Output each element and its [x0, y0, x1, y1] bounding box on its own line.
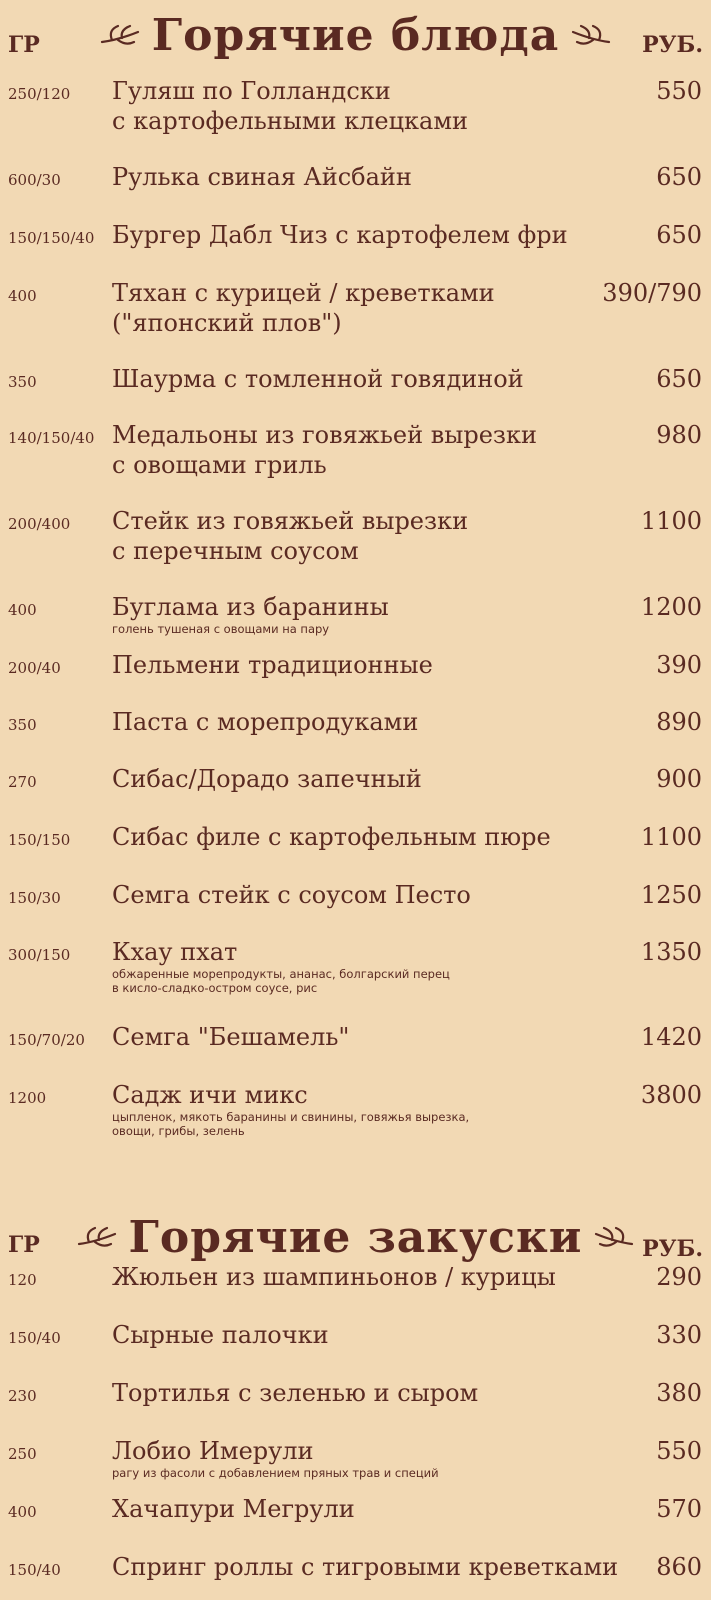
- item-price: 380: [656, 1379, 702, 1407]
- item-name: [112, 162, 412, 192]
- section-title: Горячие блюда: [151, 10, 560, 61]
- weight-column-header: ГР: [8, 1232, 40, 1258]
- item-name-line: Медальоны из говяжьей вырезки: [112, 421, 537, 449]
- leaf-sprig-icon: [98, 22, 142, 50]
- price-column-header: РУБ.: [642, 32, 703, 58]
- item-price: 550: [656, 77, 702, 105]
- item-name: [112, 1022, 349, 1052]
- item-name-line: Гуляш по Голландски: [112, 77, 391, 105]
- item-price: 890: [656, 708, 702, 736]
- item-weight: 350: [8, 716, 37, 734]
- item-name: [112, 1552, 618, 1582]
- item-price: 1100: [640, 507, 702, 535]
- item-name: [112, 506, 468, 566]
- item-weight: 400: [8, 1503, 37, 1521]
- item-weight: 270: [8, 773, 37, 791]
- item-weight: 150/70/20: [8, 1031, 85, 1049]
- item-name-line: Лобио Имерули: [112, 1437, 314, 1465]
- item-price: 650: [656, 365, 702, 393]
- item-name: [112, 1080, 469, 1138]
- item-name: [112, 764, 422, 794]
- item-price: 650: [656, 221, 702, 249]
- item-weight: 140/150/40: [8, 429, 95, 447]
- item-name-line: Стейк из говяжьей вырезки: [112, 507, 469, 535]
- item-name-line: Буглама из баранины: [112, 593, 389, 621]
- item-name-line: Семга стейк с соусом Песто: [112, 881, 471, 909]
- item-name-line: Жюльен из шампиньонов / курицы: [112, 1263, 556, 1291]
- item-name: [112, 650, 433, 680]
- item-name-line: Шаурма с томленной говядиной: [112, 365, 524, 393]
- item-weight: 250: [8, 1445, 37, 1463]
- item-price: 1200: [640, 593, 702, 621]
- item-name-line: Сибас/Дорадо запечный: [112, 765, 422, 793]
- section-header: [0, 10, 711, 70]
- item-weight: 200/400: [8, 515, 71, 533]
- item-description: рагу из фасоли с добавлением пряных трав и специй: [112, 1466, 439, 1480]
- item-price: 330: [656, 1321, 702, 1349]
- item-name: [112, 880, 471, 910]
- leaf-sprig-icon: [75, 1224, 119, 1252]
- item-name: [112, 364, 524, 394]
- item-description: цыпленок, мякоть баранины и свинины, говяжья вырезка,: [112, 1110, 470, 1124]
- item-price: 390: [656, 651, 702, 679]
- item-price: 980: [656, 421, 702, 449]
- item-description: овощи, грибы, зелень: [112, 1124, 245, 1138]
- item-price: 3800: [640, 1081, 702, 1109]
- section-title: Горячие закуски: [128, 1212, 583, 1263]
- item-name-line: с картофельными клецками: [112, 107, 469, 135]
- item-name-line: Бургер Дабл Чиз с картофелем фри: [112, 221, 568, 249]
- item-weight: 150/150: [8, 831, 71, 849]
- item-weight: 150/40: [8, 1329, 61, 1347]
- item-price: 1350: [640, 938, 702, 966]
- item-name: [112, 76, 468, 136]
- item-name: [112, 1320, 329, 1350]
- item-weight: 250/120: [8, 85, 71, 103]
- item-name-line: Кхау пхат: [112, 938, 238, 966]
- item-weight: 1200: [8, 1089, 47, 1107]
- item-name-line: Паста с морепродуками: [112, 708, 419, 736]
- item-weight: 600/30: [8, 171, 61, 189]
- item-name-line: Рулька свиная Айсбайн: [112, 163, 412, 191]
- item-price: 1100: [640, 823, 702, 851]
- item-weight: 150/40: [8, 1561, 61, 1579]
- item-weight: 230: [8, 1387, 37, 1405]
- item-name-line: Сибас филе с картофельным пюре: [112, 823, 551, 851]
- item-price: 1420: [640, 1023, 702, 1051]
- item-name: [112, 592, 389, 636]
- item-weight: 200/40: [8, 659, 61, 677]
- item-name-line: Тортилья с зеленью и сыром: [112, 1379, 479, 1407]
- item-description: в кисло-сладко-остром соусе, рис: [112, 981, 318, 995]
- item-name-line: Тяхан с курицей / креветками: [112, 279, 495, 307]
- item-name: [112, 220, 568, 250]
- item-price: 390/790: [602, 279, 702, 307]
- item-price: 860: [656, 1553, 702, 1581]
- item-name-line: Хачапури Мегрули: [112, 1495, 355, 1523]
- item-name-line: Садж ичи микс: [112, 1081, 308, 1109]
- item-price: 650: [656, 163, 702, 191]
- price-column-header: РУБ.: [642, 1236, 703, 1262]
- item-description: голень тушеная с овощами на пару: [112, 622, 330, 636]
- item-name: [112, 1262, 556, 1292]
- item-weight: 300/150: [8, 946, 71, 964]
- item-price: 290: [656, 1263, 702, 1291]
- item-name: [112, 707, 418, 737]
- item-name: [112, 1436, 439, 1480]
- weight-column-header: ГР: [8, 32, 40, 58]
- item-name-line: с овощами гриль: [112, 451, 327, 479]
- item-name: [112, 1378, 478, 1408]
- item-weight: 150/30: [8, 889, 61, 907]
- item-price: 1250: [640, 881, 702, 909]
- item-weight: 120: [8, 1271, 37, 1289]
- item-name: [112, 278, 495, 338]
- item-name: [112, 822, 551, 852]
- item-description: обжаренные морепродукты, ананас, болгарский перец: [112, 967, 450, 981]
- item-price: 900: [656, 765, 702, 793]
- item-name: [112, 1494, 355, 1524]
- item-weight: 400: [8, 287, 37, 305]
- item-weight: 350: [8, 373, 37, 391]
- item-name-line: Сырные палочки: [112, 1321, 329, 1349]
- item-name: [112, 420, 537, 480]
- item-name-line: Спринг роллы с тигровыми креветками: [112, 1553, 619, 1581]
- item-name-line: Семга "Бешамель": [112, 1023, 350, 1051]
- item-name: [112, 937, 450, 995]
- item-price: 550: [656, 1437, 702, 1465]
- leaf-sprig-icon: [569, 22, 613, 50]
- item-weight: 150/150/40: [8, 229, 95, 247]
- item-name-line: с перечным соусом: [112, 537, 359, 565]
- leaf-sprig-icon: [592, 1224, 636, 1252]
- item-name-line: Пельмени традиционные: [112, 651, 433, 679]
- item-name-line: ("японский плов"): [112, 309, 342, 337]
- item-price: 570: [656, 1495, 702, 1523]
- item-weight: 400: [8, 601, 37, 619]
